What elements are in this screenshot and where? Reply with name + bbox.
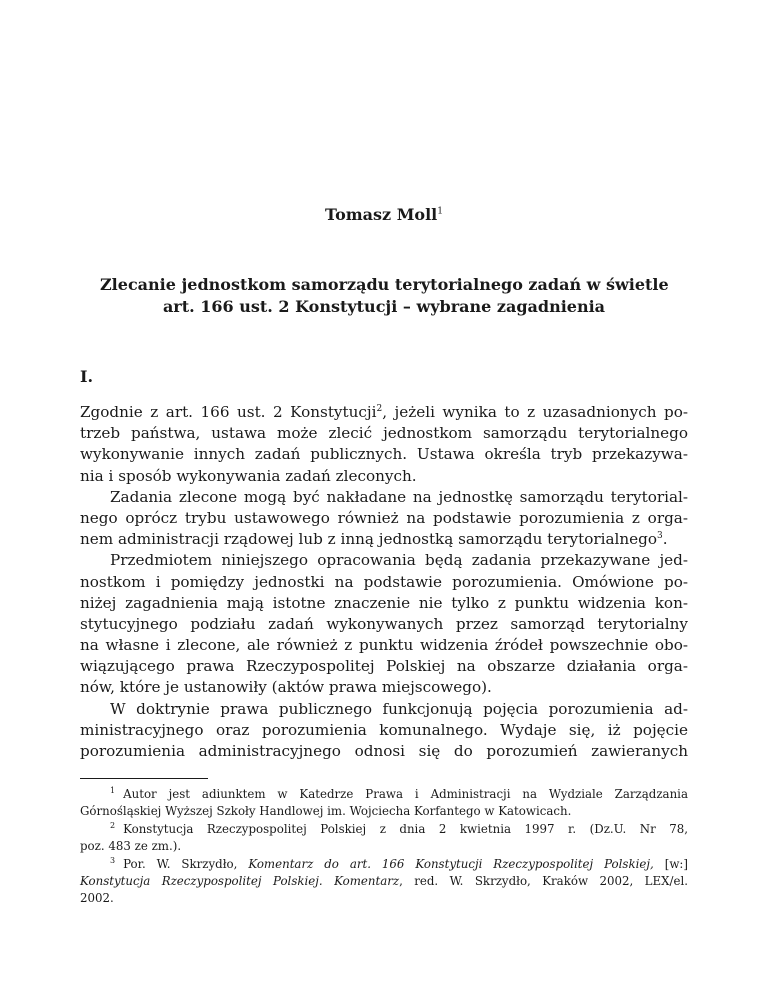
footnote-2-text-1: Konstytucja Rzeczypospolitej Polskiej z dnia 2 kwietnia 1997 r. (Dz.U. Nr 78,	[123, 821, 688, 836]
paragraph-3-line-5: na własne i zlecone, ale również z punktu widzenia źródeł powszechnie obo-	[80, 636, 688, 655]
footnote-3-number: 3	[110, 855, 116, 865]
footnote-ref-2: 2	[376, 403, 383, 414]
title-line-1: Zlecanie jednostkom samorządu terytorialnego zadań w świetle	[100, 275, 669, 294]
paragraph-4-line-3: porozumienia administracyjnego odnosi się do porozumień zawieranych	[80, 742, 688, 760]
footnote-3-text-2b: , red. W. Skrzydło, Kraków 2002, LEX/el.	[399, 873, 688, 888]
paragraph-3-line-6: wiązującego prawa Rzeczypospolitej Polskiej na obszarze działania orga-	[80, 657, 688, 676]
footnote-1-text-1: Autor jest adiunktem w Katedrze Prawa i Administracji na Wydziale Zarządzania	[123, 787, 688, 801]
paragraph-1-line-1	[80, 402, 688, 423]
author-name-text: Tomasz Moll	[325, 205, 438, 224]
footnote-2-number: 2	[110, 820, 116, 830]
paragraph-3-line-7: nów, które je ustanowiły (aktów prawa miejscowego).	[80, 678, 492, 697]
paragraph-2-line-2: nego oprócz trybu ustawowego również na podstawie porozumienia z orga-	[80, 508, 688, 527]
footnote-separator	[80, 778, 208, 779]
footnote-1-line-2: Górnośląskiej Wyższej Szkoły Handlowej im. Wojciecha Korfantego w Katowicach.	[80, 804, 572, 819]
paragraph-4-line-2: ministracyjnego oraz porozumienia komunalnego. Wydaje się, iż pojęcie	[80, 720, 688, 739]
title-line-2: art. 166 ust. 2 Konstytucji – wybrane zagadnienia	[162, 297, 606, 316]
footnote-1-number: 1	[110, 786, 116, 796]
p2-l3-end: .	[662, 530, 668, 549]
footnote-1-line-1	[80, 786, 688, 803]
footnote-3-line-3: 2002.	[80, 891, 114, 906]
paragraph-2-line-1: Zadania zlecone mogą być nakładane na jednostkę samorządu terytorial-	[110, 487, 688, 506]
footnote-ref-3: 3	[657, 531, 663, 542]
footnote-2-line-1	[80, 821, 688, 838]
paragraph-4-line-1: W doktrynie prawa publicznego funkcjonują pojęcia porozumienia ad-	[110, 699, 688, 718]
paragraph-3-line-1: Przedmiotem niniejszego opracowania będą zadania przekazywane jed-	[110, 551, 688, 570]
paragraph-1-line-4: nia i sposób wykonywania zadań zleconych.	[80, 466, 417, 485]
paragraph-3-line-2: nostkom i pomiędzy jednostki na podstawie porozumienia. Omówione po-	[80, 572, 688, 591]
body-text	[80, 402, 688, 762]
footnote-3-italic-2: Konstytucja Rzeczypospolitej Polskiej. Komentarz	[80, 873, 400, 888]
footnote-3-line-2	[80, 873, 688, 890]
paragraph-2-line-3	[80, 529, 688, 550]
footnote-2-line-2: poz. 483 ze zm.).	[80, 839, 182, 854]
p2-l3: nem administracji rządowej lub z inną jednostką samorządu terytorialnego	[80, 530, 658, 549]
footnote-3-text-1a: Por. W. Skrzydło,	[123, 856, 249, 871]
paragraph-3-line-4: stytucyjnego podziału zadań wykonywanych przez samorząd terytorialny	[80, 614, 688, 633]
p1-l1a: Zgodnie z art. 166 ust. 2 Konstytucji	[80, 403, 377, 421]
paragraph-3-line-3: niżej zagadnienia mają istotne znaczenie nie tylko z punktu widzenia kon-	[80, 593, 688, 612]
footnote-3-text-1b: [w:]	[653, 856, 688, 871]
footnotes	[80, 786, 688, 908]
footnote-3-italic-1: Komentarz do art. 166 Konstytucji Rzeczypospolitej Polskiej,	[248, 856, 654, 871]
author-name	[0, 205, 768, 224]
paragraph-1-line-3: wykonywanie innych zadań publicznych. Ustawa określa tryb przekazywa-	[80, 445, 688, 464]
author-footnote-ref: 1	[437, 206, 443, 217]
footnote-3-line-1	[80, 856, 688, 873]
paragraph-1-line-2: trzeb państwa, ustawa może zlecić jednostkom samorządu terytorialnego	[80, 424, 688, 443]
article-title	[100, 274, 668, 318]
p1-l1b: , jeżeli wynika to z uzasadnionych po-	[382, 403, 688, 421]
section-heading: I.	[80, 367, 94, 386]
